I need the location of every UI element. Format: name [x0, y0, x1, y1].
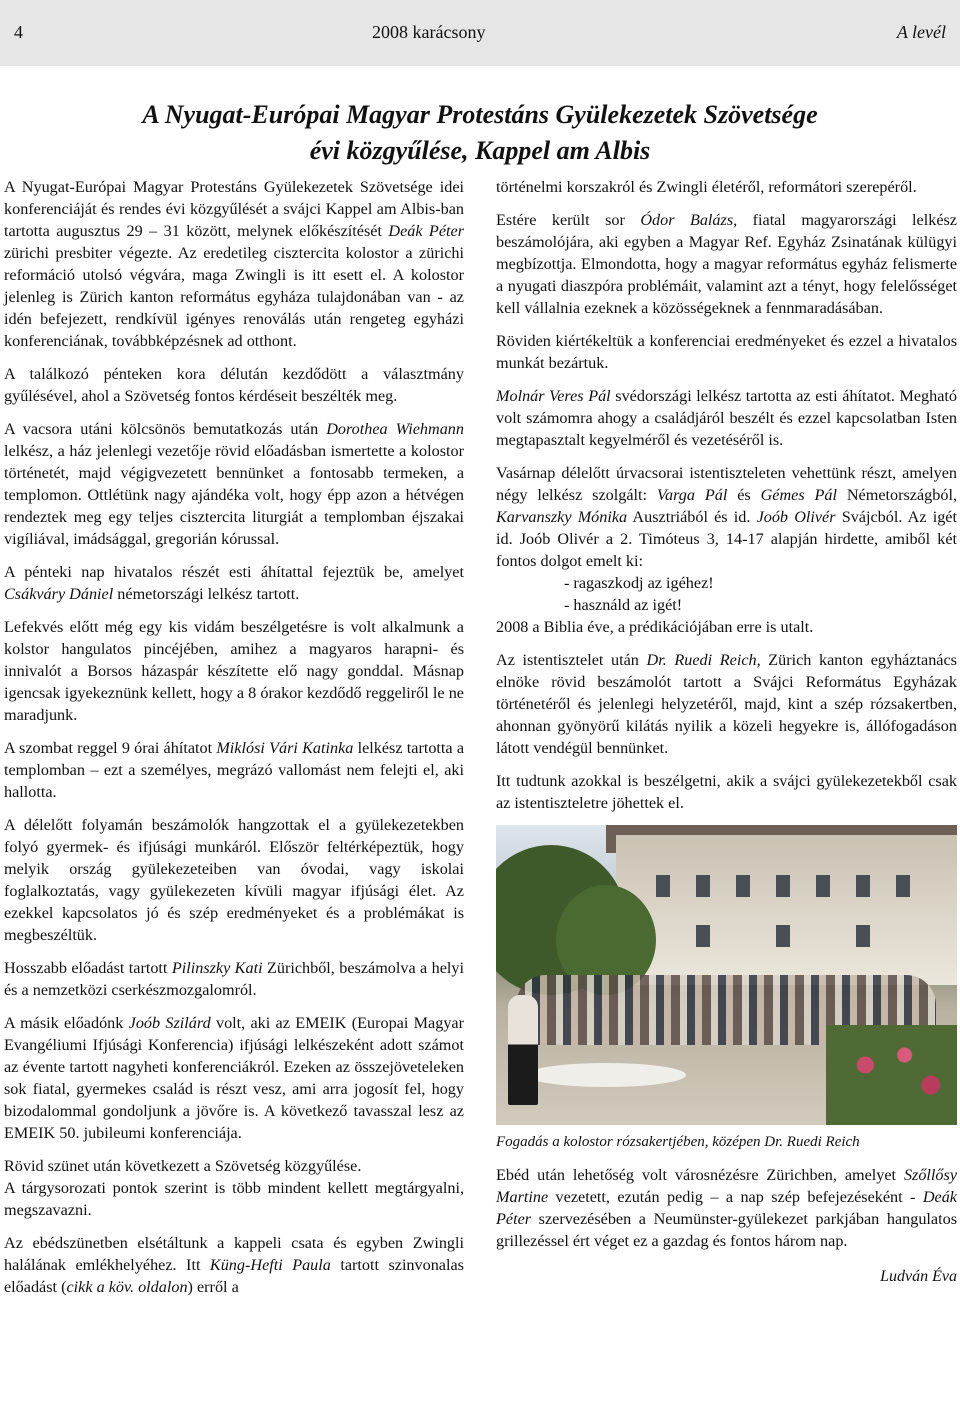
paragraph: Lefekvés előtt még egy kis vidám beszélgetésre is volt alkalmunk a kolstor hangulatos pincéjében, amihez a magyaros harapni- és innivalót a Borsos házaspár készítette elő nagy gonddal. Másnap igencsak igyekeznünk kellett, hogy a 8 órakor kezdődő reggeliről le ne maradjunk. [4, 618, 464, 724]
paragraph: A szombat reggel 9 órai áhítatot Miklósi Vári Katinka lelkész tartotta a templomban – ezt a személyes, megrázó vallomást nem felejti el, aki hallotta. [4, 739, 465, 801]
photo-window [696, 925, 710, 947]
photo-window [816, 875, 830, 897]
right-column [496, 176, 957, 1288]
paragraph: A vacsora utáni kölcsönös bemutatkozás után Dorothea Wiehmann lelkész, a ház jelenlegi vezetője rövid előadásban ismertette a kolostor történetét, majd végigvezetett bennünket a fontosabb termeken, a templomon. Ottlétünk nagy ajándéka volt, hogy épp azon a hétvégen rendeztek meg egy teljes cisztercita liturgiát a templomban éjszakai vigíliával, imádsággal, gregorián kórussal. [4, 420, 464, 548]
paragraph: A találkozó pénteken kora délután kezdődött a választmány gyűlésével, ahol a Szövetség fontos kérdéseit beszélték meg. [4, 365, 464, 405]
paragraph: A tárgysorozati pontok szerint is több mindent kellett megtárgyalni, megszavazni. [4, 1179, 464, 1219]
list-item: - ragaszkodj az igéhez! [564, 574, 714, 592]
paragraph: Rövid szünet után következett a Szövetség közgyűlése. [4, 1157, 362, 1175]
photo-window [696, 875, 710, 897]
paragraph: Röviden kiértékeltük a konferenciai eredményeket és ezzel a hivatalos munkát bezártuk. [496, 332, 957, 372]
paragraph: Itt tudtunk azokkal is beszélgetni, akik a svájci gyülekezetekből csak az istentiszteletre jöhettek el. [496, 772, 957, 812]
article-title-line1: A Nyugat-Európai Magyar Protestáns Gyülekezetek Szövetsége [142, 100, 818, 129]
page-header [0, 0, 960, 66]
photo-person [508, 995, 538, 1105]
photo-window [896, 875, 910, 897]
paragraph: A Nyugat-Európai Magyar Protestáns Gyülekezetek Szövetsége idei konferenciáját és rendes évi közgyűlését a svájci Kappel am Albis-ban tartotta augusztus 29 – 31 között, melynek előkészítését Deák Péter zürichi presbiter végezte. Az eredetileg cisztercita kolostor a zürichi reformáció utolsó végvára, maga Zwingli is itt esett el. A kolostor jelenleg is Zürich kanton református egyháza tulajdonában van - az idén befejezett, rendkívül igényes renoválás után rengeteg egyházi konferenciának, továbbképzésnek ad otthont. [4, 178, 464, 350]
paragraph: Hosszabb előadást tartott Pilinszky Kati Zürichből, beszámolva a helyi és a nemzetközi cserkészmozgalomról. [4, 959, 465, 999]
paragraph: történelmi korszakról és Zwingli életéről, reformátori szerepéről. [496, 178, 917, 196]
photo-window [656, 875, 670, 897]
paragraph: Ebéd után lehetőség volt városnézésre Zürichben, amelyet Szőllősy Martine vezetett, ezután pedig – a nap szép befejezéseként - Deák Péter szervezésében a Neumünster-gyülekezet parkjában hangulatos grillezéssel ért véget ez a gazdag és fontos három nap. [496, 1166, 957, 1250]
paragraph: Molnár Veres Pál svédországi lelkész tartotta az esti áhítatot. Megható volt számomra ahogy a családjáról beszélt és ezzel kapcsolatban Isten megtapasztalt kegyelméről és vezetéséről is. [496, 387, 957, 449]
publication-name: A levél [896, 22, 946, 42]
photo-building [616, 835, 957, 985]
photo-window [856, 875, 870, 897]
article-title-line2: évi közgyűlése, Kappel am Albis [309, 136, 651, 165]
page-number: 4 [14, 22, 23, 42]
paragraph: Az ebédszünetben elsétáltunk a kappeli csata és egyben Zwingli halálának emlékhelyéhez. Itt Küng-Hefti Paula tartott szinvonalas előadást (cikk a köv. oldalon) erről a [4, 1234, 464, 1296]
paragraph: 2008 a Biblia éve, a prédikációjában erre is utalt. [496, 618, 814, 636]
paragraph: Vasárnap délelőtt úrvacsorai istentiszteleten vehettünk részt, amelyen négy lelkész szolgált: Varga Pál és Gémes Pál Németországból, Karvanszky Mónika Ausztriából és id. Joób Olivér Svájcból. Az igét id. Joób Olivér a 2. Timóteus 3, 14-17 alapján hirdette, amiből két fontos dolgot emelt ki: [496, 464, 957, 570]
issue-label: 2008 karácsony [372, 22, 486, 42]
paragraph: A másik előadónk Joób Szilárd volt, aki az EMEIK (Europai Magyar Evangéliumi Ifjúsági Konferencia) ifjúsági lelkészeként adott számot az évente tartott nagyheti konferenciákról. Ezeken az összejöveteleken sok fiatal, gyermekes család is részt vesz, ami arra jogosít fel, hogy bizodalommal gondoljunk a jövőre is. A következő tavasszal lesz az EMEIK 50. jubileumi konferenciája. [4, 1014, 464, 1142]
photo-window [856, 925, 870, 947]
photo-caption: Fogadás a kolostor rózsakertjében, középen Dr. Ruedi Reich [496, 1134, 860, 1150]
list-item: - használd az igét! [564, 596, 683, 614]
paragraph: A pénteki nap hivatalos részét esti áhítattal fejeztük be, amelyet Csákváry Dániel németországi lelkész tartott. [4, 563, 464, 603]
photo-window [736, 875, 750, 897]
paragraph: A délelőtt folyamán beszámolók hangzottak el a gyülekezetekben folyó gyermek- és ifjúsági munkáról. Először feltérképeztük, hogy melyik ország gyülekezeteiben van óvodai, vagy iskolai foglalkoztatás, vagy gyülekezeten kívüli magyar ifjúsági élet. Az ezekkel kapcsolatos jó és szép eredményeket és a problémákat is megbeszéltük. [4, 816, 464, 944]
paragraph: Az istentisztelet után Dr. Ruedi Reich, Zürich kanton egyháztanács elnöke rövid beszámolót tartott a Svájci Református Egyházak történetéről és jelenlegi helyzetéről, majd, kint a szép rózsakertben, ahonnan gyönyörű kilátás nyilik a közeli hegyekre is, állófogadáson látott vendégül bennünket. [496, 651, 957, 757]
photo-window [776, 925, 790, 947]
photo-roses [826, 1025, 957, 1125]
photo-table [526, 1063, 686, 1087]
photo-window [776, 875, 790, 897]
left-column [4, 176, 464, 1309]
author-signature: Ludván Éva [880, 1268, 957, 1285]
group-photo [496, 825, 957, 1125]
paragraph: Estére került sor Ódor Balázs, fiatal magyarországi lelkész beszámolójára, aki egyben a Magyar Ref. Egyház Zsinatának külügyi megbízottja. Elmondotta, hogy a magyar református egyház felismerte a nyugati diaszpóra problémáit, valamint azt a tényt, hogy felelősséget kell vállalnia ezeknek a közösségeknek a fennmaradásában. [496, 211, 957, 317]
